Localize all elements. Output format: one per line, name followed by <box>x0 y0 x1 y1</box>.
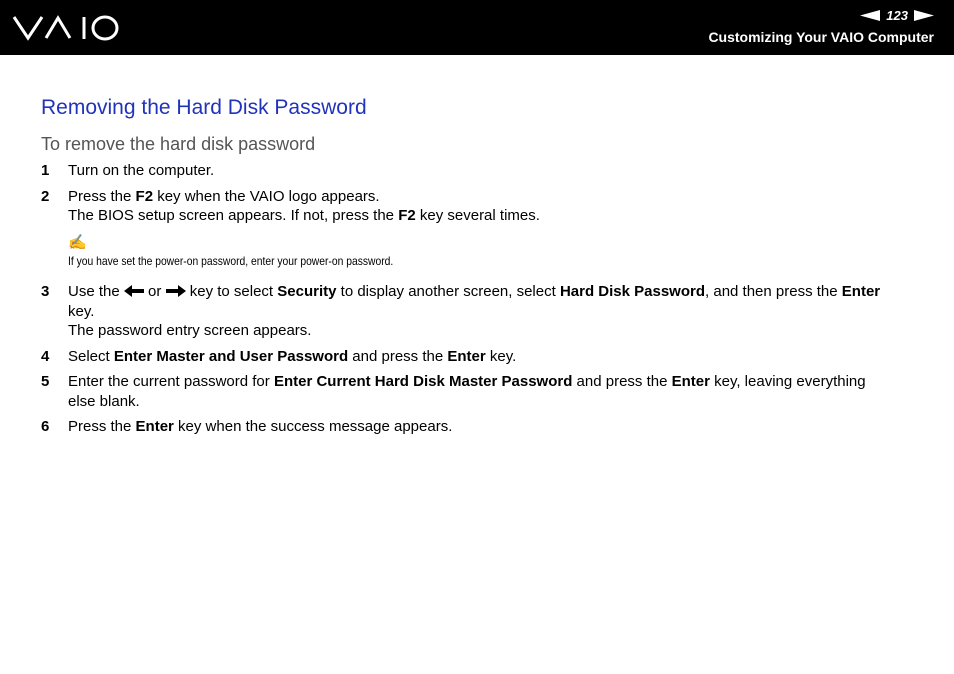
text: , and then press the <box>705 283 842 300</box>
procedure-subtitle: To remove the hard disk password <box>41 134 316 154</box>
note <box>68 235 921 272</box>
text: Select <box>68 347 114 365</box>
step-1 <box>41 161 921 181</box>
page-navigation <box>860 7 934 23</box>
key-f2: F2 <box>135 187 154 205</box>
left-arrow-key-icon <box>124 285 144 297</box>
text: key to select <box>185 283 278 300</box>
security-menu: Security <box>277 283 337 300</box>
step-6 <box>41 417 921 437</box>
text: key several times. <box>415 207 540 224</box>
step-number: 4 <box>41 347 50 365</box>
text: and press the <box>348 347 448 365</box>
section-title: Customizing Your VAIO Computer <box>708 29 934 45</box>
vaio-logo <box>12 14 120 42</box>
text: key, leaving everything <box>709 373 866 390</box>
text: or <box>143 283 166 300</box>
steps-list <box>41 161 921 437</box>
step-number: 1 <box>41 162 50 179</box>
page-title: Removing the Hard Disk Password <box>41 96 367 119</box>
pencil-note-icon: ✍ <box>68 233 87 251</box>
text: Press the <box>68 418 136 435</box>
key-enter: Enter <box>135 418 174 435</box>
page-number: 123 <box>886 7 908 23</box>
step-text <box>68 417 921 437</box>
text: Enter the current password for <box>68 373 274 390</box>
text: The password entry screen appears. <box>68 322 312 339</box>
key-enter: Enter <box>841 283 881 300</box>
step-number: 6 <box>41 418 50 435</box>
text: and press the <box>572 373 672 390</box>
text: The BIOS setup screen appears. If not, press the <box>68 207 399 224</box>
note-text: If you have set the power-on password, enter your power-on password. <box>68 253 394 268</box>
right-arrow-key-icon <box>166 285 186 297</box>
text: else blank. <box>68 392 140 410</box>
step-2 <box>41 187 921 272</box>
text: key. <box>485 347 517 365</box>
step-4 <box>41 347 921 367</box>
text: to display another screen, select <box>336 283 560 300</box>
step-number: 2 <box>41 187 50 205</box>
text: Use the <box>68 283 124 300</box>
step-3 <box>41 282 921 341</box>
key-enter: Enter <box>671 373 710 390</box>
text: key when the success message appears. <box>173 418 453 435</box>
step-number: 5 <box>41 373 50 390</box>
step-text <box>68 282 921 341</box>
text: Press the <box>68 187 136 205</box>
step-5 <box>41 372 921 411</box>
hard-disk-password-option: Hard Disk Password <box>559 283 706 300</box>
key-enter: Enter <box>447 347 486 365</box>
text: key when the VAIO logo appears. <box>153 187 380 205</box>
enter-master-and-user-password-option: Enter Master and User Password <box>113 347 349 365</box>
step-text <box>68 372 921 411</box>
next-page-icon[interactable] <box>914 10 934 21</box>
key-f2: F2 <box>398 207 416 224</box>
step-text <box>68 347 921 367</box>
text: key. <box>68 302 95 320</box>
step-text <box>68 187 921 272</box>
previous-page-icon[interactable] <box>860 10 880 21</box>
enter-current-hard-disk-master-password-field: Enter Current Hard Disk Master Password <box>273 373 573 390</box>
step-text: Turn on the computer. <box>68 162 215 179</box>
header-bar <box>0 0 954 57</box>
step-number: 3 <box>41 283 50 300</box>
